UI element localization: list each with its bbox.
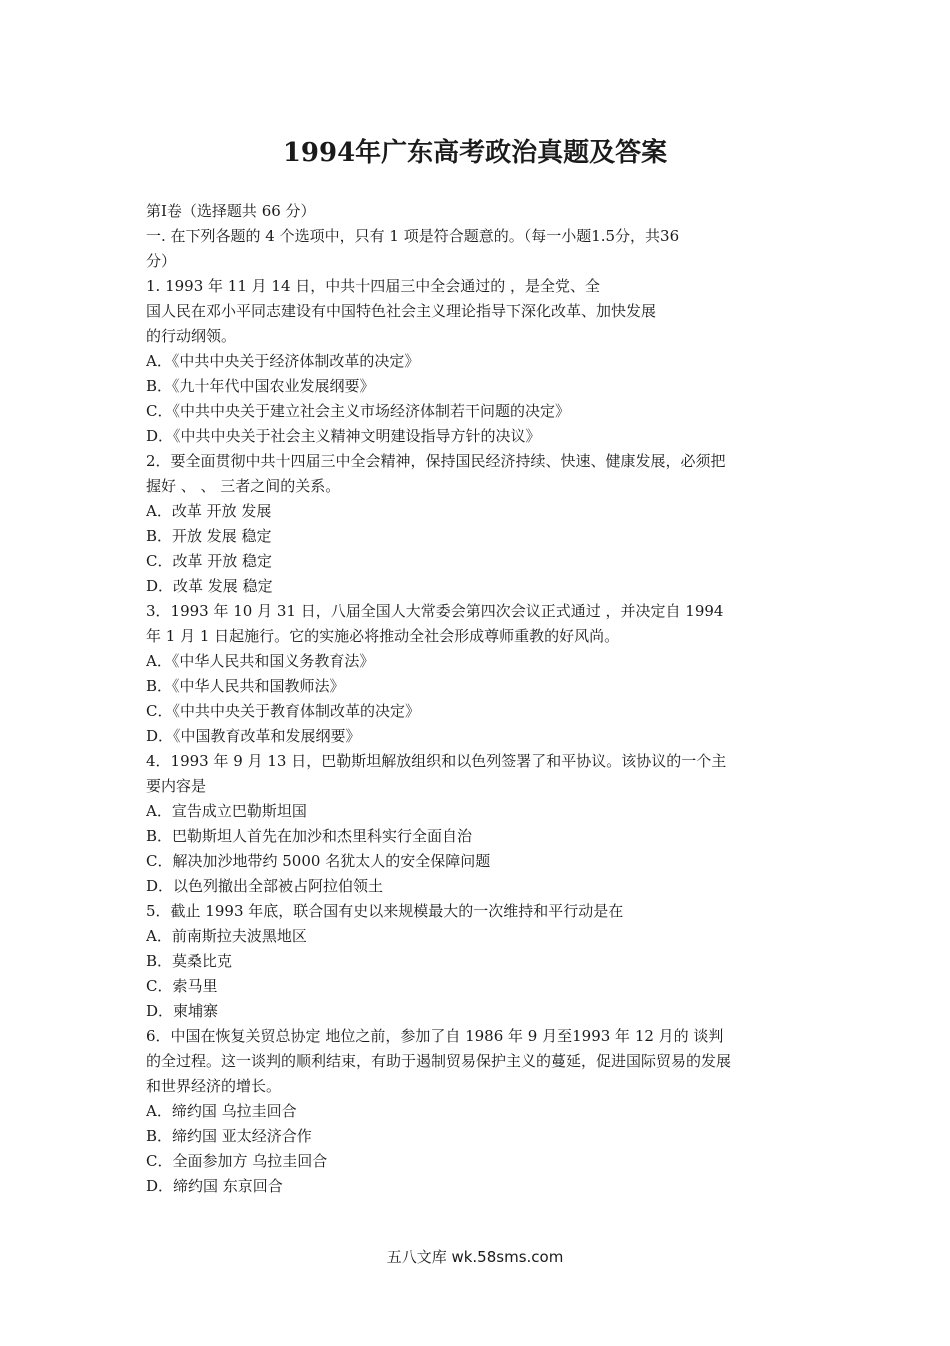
text-line: 的行动纲领。: [146, 327, 237, 345]
text-line: D．柬埔寨: [146, 1002, 219, 1020]
text-line: 和世界经济的增长。: [146, 1077, 282, 1095]
text-line: 第Ⅰ卷（选择题共 66 分）: [146, 202, 316, 220]
text-line: 一. 在下列各题的 4 个选项中，只有 1 项是符合题意的。（每一小题1.5分，共36: [146, 227, 680, 245]
document-body: [146, 199, 808, 1199]
text-line: C．改革 开放 稳定: [146, 552, 273, 570]
text-line: C．解决加沙地带约 5000 名犹太人的安全保障问题: [146, 852, 491, 870]
text-line: 2．要全面贯彻中共十四届三中全会精神，保持国民经济持续、快速、健康发展，必须把: [146, 452, 726, 470]
text-line: D．以色列撤出全部被占阿拉伯领土: [146, 877, 384, 895]
text-line: C．索马里: [146, 977, 218, 995]
text-line: 5．截止 1993 年底，联合国有史以来规模最大的一次维持和平行动是在: [146, 902, 624, 920]
text-line: D．改革 发展 稳定: [146, 577, 273, 595]
text-line: D．《中国教育改革和发展纲要》: [146, 727, 361, 745]
text-line: 要内容是: [146, 777, 207, 795]
text-line: A．前南斯拉夫波黑地区: [146, 927, 307, 945]
text-line: 6．中国在恢复关贸总协定 地位之前，参加了自 1986 年 9 月至1993 年 12 月的 谈判: [146, 1027, 724, 1045]
text-line: 分）: [146, 252, 177, 270]
text-line: B．《九十年代中国农业发展纲要》: [146, 377, 375, 395]
text-line: A．《中华人民共和国义务教育法》: [146, 652, 375, 670]
text-line: A．宣告成立巴勒斯坦国: [146, 802, 307, 820]
text-line: 握好 、 、 三者之间的关系。: [146, 477, 341, 495]
text-line: A．改革 开放 发展: [146, 502, 272, 520]
page-title: 1994年广东高考政治真题及答案: [282, 138, 668, 168]
text-line: D．缔约国 东京回合: [146, 1177, 283, 1195]
text-line: 年 1 月 1 日起施行。它的实施必将推动全社会形成尊师重教的好风尚。: [146, 627, 620, 645]
text-line: C．全面参加方 乌拉圭回合: [146, 1152, 328, 1170]
text-line: 4．1993 年 9 月 13 日，巴勒斯坦解放组织和以色列签署了和平协议。该协议的一个主: [146, 752, 727, 770]
text-line: C．《中共中央关于教育体制改革的决定》: [146, 702, 420, 720]
text-line: 国人民在邓小平同志建设有中国特色社会主义理论指导下深化改革、加快发展: [146, 302, 657, 320]
text-line: B．缔约国 亚太经济合作: [146, 1127, 312, 1145]
text-line: A．缔约国 乌拉圭回合: [146, 1102, 297, 1120]
text-line: B．莫桑比克: [146, 952, 233, 970]
text-line: D．《中共中央关于社会主义精神文明建设指导方针的决议》: [146, 427, 541, 445]
footer-watermark: 五八文库 wk.58sms.com: [386, 1248, 564, 1266]
text-line: B．《中华人民共和国教师法》: [146, 677, 345, 695]
text-line: B．巴勒斯坦人首先在加沙和杰里科实行全面自治: [146, 827, 473, 845]
text-line: C．《中共中央关于建立社会主义市场经济体制若干问题的决定》: [146, 402, 570, 420]
text-line: 3．1993 年 10 月 31 日，八届全国人大常委会第四次会议正式通过 ，并决定自 1994: [146, 602, 724, 620]
text-line: 的全过程。这一谈判的顺利结束，有助于遏制贸易保护主义的蔓延，促进国际贸易的发展: [146, 1052, 732, 1070]
text-line: 1. 1993 年 11 月 14 日，中共十四届三中全会通过的 ，是全党、全: [146, 277, 601, 295]
text-line: A．《中共中央关于经济体制改革的决定》: [146, 352, 420, 370]
text-line: B．开放 发展 稳定: [146, 527, 272, 545]
